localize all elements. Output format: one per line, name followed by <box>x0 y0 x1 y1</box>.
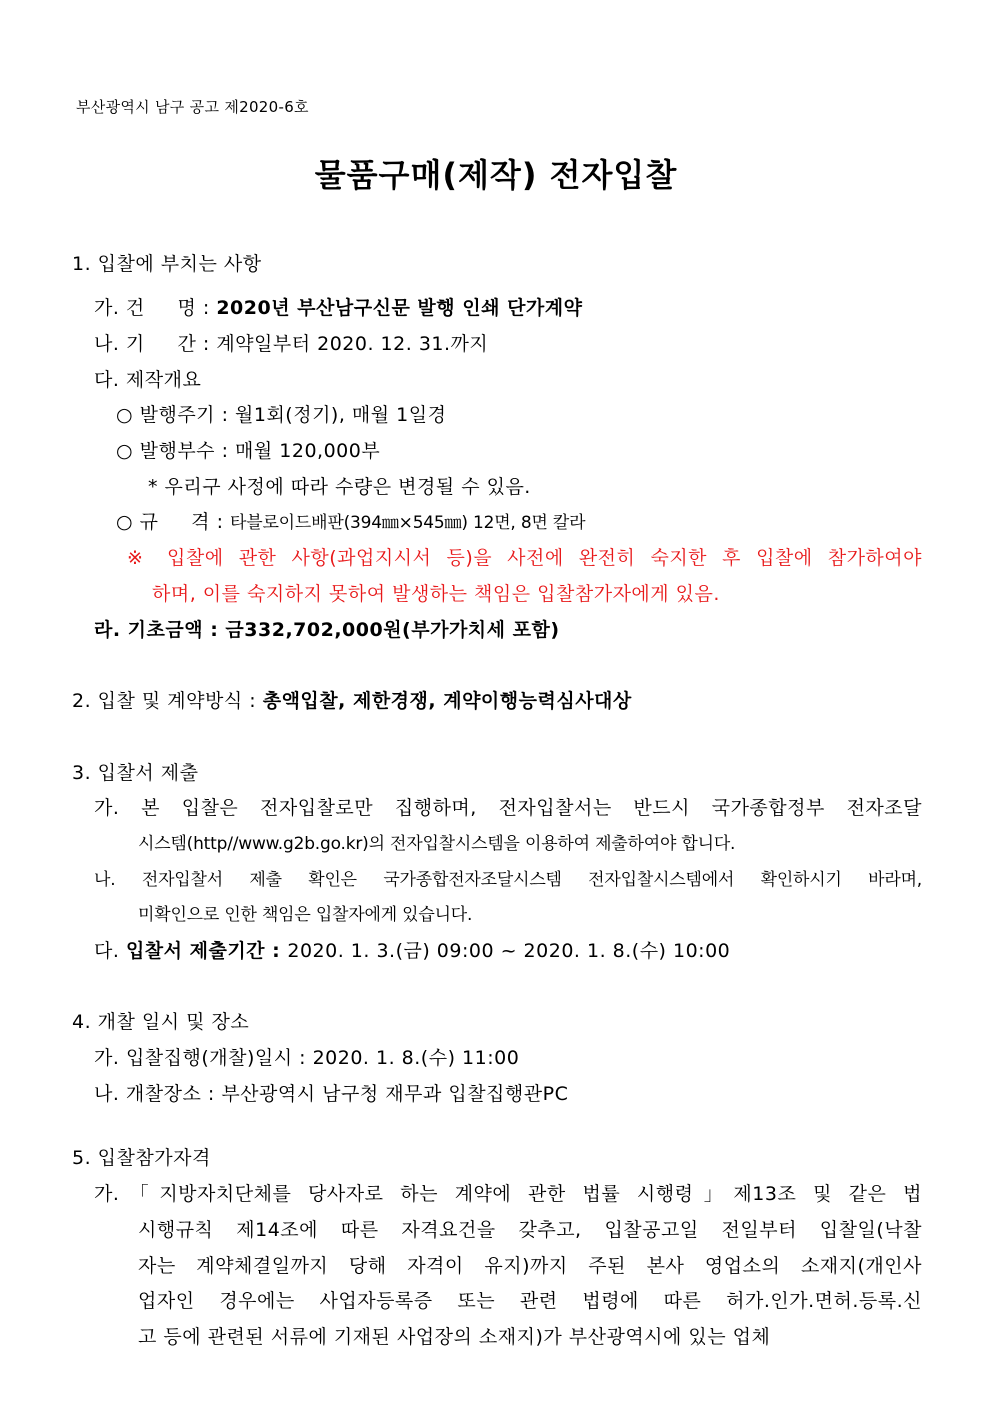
s4-item-ga <box>94 1045 519 1071</box>
s3-item-da <box>94 938 730 964</box>
s5-line-4: 업자인 경우에는 사업자등록증 또는 관련 법령에 따른 허가.인가.면허.등록.신 <box>138 1290 922 1312</box>
section-5-heading: 5. 입찰참가자격 <box>72 1147 211 1169</box>
s3-da-prefix: 다. <box>94 940 126 962</box>
s2-heading-value: 총액입찰, 제한경쟁, 계약이행능력심사대상 <box>262 690 632 712</box>
s1-item-ra: 라. 기초금액 : 금332,702,000원(부가가치세 포함) <box>94 619 560 641</box>
s5-line-2: 시행규칙 제14조에 따른 자격요건을 갖추고, 입찰공고일 전일부터 입찰일(낙찰 <box>138 1219 922 1241</box>
s3-da-value: 2020. 1. 3.(금) 09:00 ~ 2020. 1. 8.(수) 10:00 <box>287 940 731 962</box>
s1-item-ga <box>94 295 582 321</box>
s1-ga-prefix: 가. 건 명 : <box>94 297 217 319</box>
s1-bullet-1-value: 월1회(정기), 매월 1일경 <box>235 404 447 426</box>
s1-warning-line-1: ※ 입찰에 관한 사항(과업지시서 등)을 사전에 완전히 숙지한 후 입찰에 참가하여야 <box>127 547 922 569</box>
s1-bullet-3 <box>116 509 585 536</box>
s1-item-da: 다. 제작개요 <box>94 369 202 391</box>
s5-line-5: 고 등에 관련된 서류에 기재된 사업장의 소재지)가 부산광역시에 있는 업체 <box>138 1326 771 1348</box>
section-4-heading: 4. 개찰 일시 및 장소 <box>72 1011 250 1033</box>
s1-ga-value: 2020년 부산남구신문 발행 인쇄 단가계약 <box>216 297 583 319</box>
s3-item-ga-line-2: 시스템(http//www.g2b.go.kr)의 전자입찰시스템을 이용하여 제출하여야 합니다. <box>138 834 736 854</box>
s5-line-1: 가.「지방자치단체를 당사자로 하는 계약에 관한 법률 시행령」제13조 및 같은 법 <box>94 1183 922 1205</box>
s4-ga-value: 입찰집행(개찰)일시 : 2020. 1. 8.(수) 11:00 <box>125 1047 520 1069</box>
s1-warning-line-2: 하며, 이를 숙지하지 못하여 발생하는 책임은 입찰참가자에게 있음. <box>152 583 720 605</box>
s3-item-ga-line-1: 가. 본 입찰은 전자입찰로만 집행하며, 전자입찰서는 반드시 국가종합정부 전자조달 <box>94 797 922 819</box>
s4-item-na: 나. 개찰장소 : 부산광역시 남구청 재무과 입찰집행관PC <box>94 1083 569 1105</box>
section-1-heading: 1. 입찰에 부치는 사항 <box>72 253 262 275</box>
s1-bullet-2: ○ 발행부수 : 매월 120,000부 <box>116 440 381 462</box>
s1-bullet-1 <box>116 402 446 428</box>
s5-line-3: 자는 계약체결일까지 당해 자격이 유지)까지 주된 본사 영업소의 소재지(개인사 <box>138 1255 922 1277</box>
notice-number: 부산광역시 남구 공고 제2020-6호 <box>76 98 309 116</box>
s4-ga-prefix: 가. <box>94 1047 126 1069</box>
page-title: 물품구매(제작) 전자입찰 <box>314 156 678 194</box>
s2-heading-label: 2. 입찰 및 계약방식 : <box>72 690 263 712</box>
s1-bullet-1-prefix: ○ 발행주기 : <box>116 404 236 426</box>
s1-bullet-3-prefix: ○ 규 격 : <box>116 511 231 533</box>
section-2-heading <box>72 688 632 714</box>
s1-bullet-2-note: * 우리구 사정에 따라 수량은 변경될 수 있음. <box>148 476 531 498</box>
s3-item-na-line-1: 나. 전자입찰서 제출 확인은 국가종합전자조달시스템 전자입찰시스템에서 확인하시기 바라며, <box>94 870 922 890</box>
s3-item-na-line-2: 미확인으로 인한 책임은 입찰자에게 있습니다. <box>138 905 473 925</box>
s3-da-label: 입찰서 제출기간 : <box>125 940 288 962</box>
s1-item-na: 나. 기 간 : 계약일부터 2020. 12. 31.까지 <box>94 333 489 355</box>
s1-bullet-3-value: 타블로이드배판(394㎜×545㎜) 12면, 8면 칼라 <box>230 513 586 533</box>
section-3-heading: 3. 입찰서 제출 <box>72 762 199 784</box>
